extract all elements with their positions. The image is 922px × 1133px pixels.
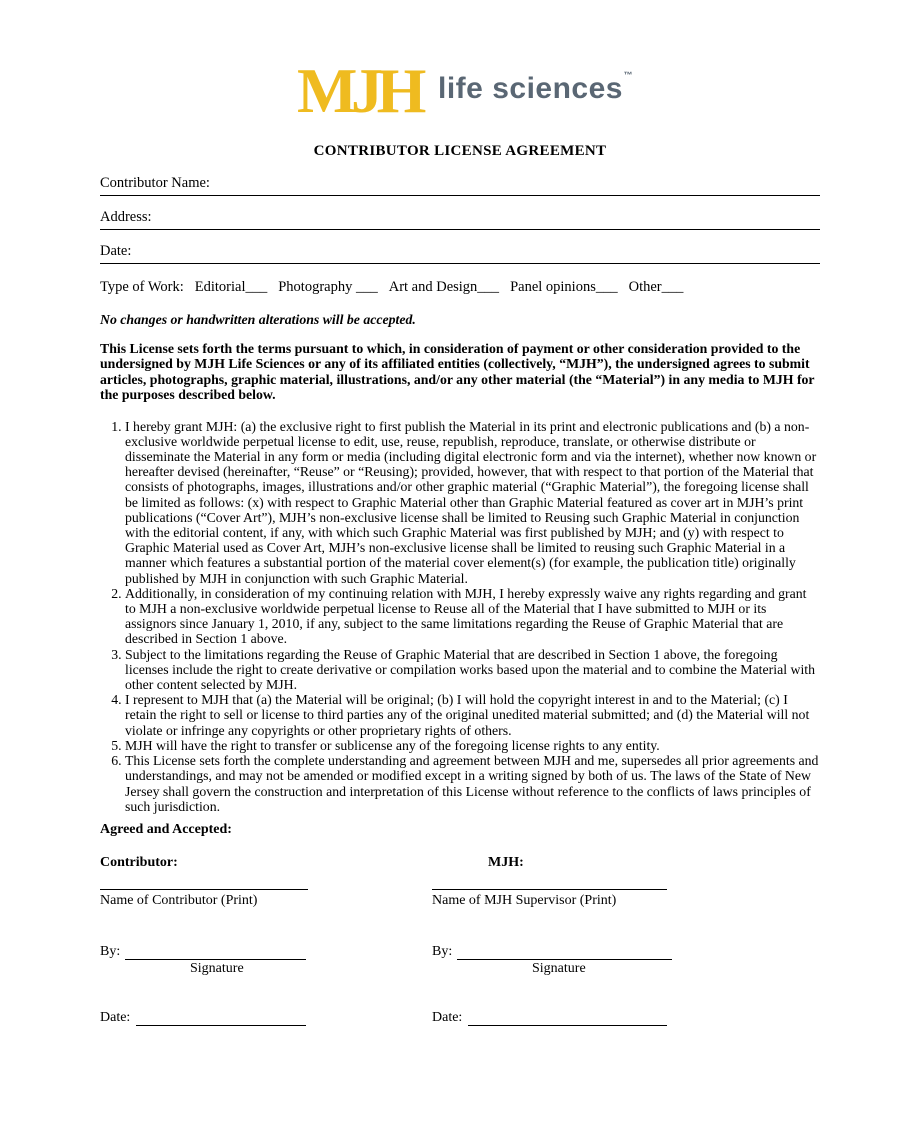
clause-2: 2. Additionally, in consideration of my continuing relation with MJH, I hereby expressly waive any rights regarding and grant to MJH a non-exclusive worldwide perpetual license to Reuse all of the Material that I have submitted to MJH or its assignors since January 1, 2010, if any, subject to the same limitations regarding the Reuse of Graphic Material that are described in Section 1 above. xyxy=(125,586,820,647)
agreed-and-accepted-label: Agreed and Accepted: xyxy=(100,821,232,837)
clause-6: 6. This License sets forth the complete understanding and agreement between MJH and me, supersedes all prior agreements and understandings, and may not be amended or modified except in a writing signed by both of us. The laws of the State of New Jersey shall govern the construction and interpretation of this License without reference to the conflicts of laws principles of such jurisdiction. xyxy=(125,753,820,814)
logo-wordmark-text: life sciences xyxy=(438,72,623,105)
supervisor-name-line xyxy=(432,889,667,909)
mjh-by-label: By: xyxy=(432,943,453,959)
clause-5: 5. MJH will have the right to transfer or sublicense any of the foregoing license rights to any entity. xyxy=(125,738,820,753)
trademark-symbol: ™ xyxy=(623,70,633,80)
mjh-date-label: Date: xyxy=(432,1009,463,1025)
contributor-date-label: Date: xyxy=(100,1009,131,1025)
type-of-work-row xyxy=(100,279,820,296)
address-label: Address: xyxy=(100,209,152,225)
contributor-name-field xyxy=(100,175,820,196)
type-of-work-label: Type of Work: xyxy=(100,279,184,295)
signature-line-row xyxy=(100,943,820,977)
clause-1: 1. I hereby grant MJH: (a) the exclusive right to first publish the Material in its print and electronic publications and (b) a non-exclusive worldwide perpetual license to edit, use, reuse, republish, reproduce, translate, or otherwise distribute or disseminate the Material in any form or media (including digital electronic form and via the internet), whether now known or hereafter devised (hereinafter, “Reuse” or “Reusing); provided, however, that with respect to that portion of the Material that consists of photographs, images, illustrations and/or other graphic material (“Graphic Material”), the foregoing license shall be limited as follows: (x) with respect to Graphic Material other than Graphic Material featured as cover art in MJH’s print publications (“Cover Art”), MJH’s non-exclusive license shall be limited to Reusing such Graphic Material in conjunction with the editorial content, if any, with which such Graphic Material was first published by MJH; and (y) with respect to Graphic Material used as Cover Art, MJH’s non-exclusive license shall be limited to reusing such Graphic Material in a manner which features a substantial portion of the material cover element(s) (for example, the publication title) originally published by MJH in conjunction with such Graphic Material. xyxy=(125,419,820,586)
no-changes-notice: No changes or handwritten alterations will be accepted. xyxy=(100,312,416,327)
name-of-contributor-label: Name of Contributor (Print) xyxy=(100,892,258,908)
mjh-signature-caption: Signature xyxy=(532,960,586,976)
mjh-heading: MJH: xyxy=(488,854,524,870)
clause-4: 4. I represent to MJH that (a) the Material will be original; (b) I will hold the copyright interest in and to the Material; (c) I retain the right to sell or license to third parties any of the original unedited material submitted; and (d) the Material will not violate or infringe any copyrights or other proprietary rights of others. xyxy=(125,692,820,738)
mjh-by-block xyxy=(432,943,820,977)
type-option-panel-opinions: Panel opinions___ xyxy=(510,279,618,295)
mjh-logo-letters: MJH xyxy=(297,55,421,126)
contributor-by-label: By: xyxy=(100,943,121,959)
contributor-date-block xyxy=(100,1009,432,1026)
type-option-editorial: Editorial___ xyxy=(194,279,268,295)
address-field xyxy=(100,209,820,230)
form-fields xyxy=(100,175,820,264)
logo-wordmark xyxy=(438,70,633,106)
contributor-by-block xyxy=(100,943,432,977)
mjh-date-line xyxy=(468,1010,667,1026)
mjh-signature-line xyxy=(457,944,672,960)
signature-date-row xyxy=(100,1009,820,1026)
date-field xyxy=(100,243,820,264)
name-of-supervisor-label: Name of MJH Supervisor (Print) xyxy=(432,892,617,908)
contributor-name-line xyxy=(100,889,308,909)
type-option-photography: Photography ___ xyxy=(278,279,378,295)
contributor-heading: Contributor: xyxy=(100,854,178,870)
signature-headings xyxy=(100,854,820,871)
type-option-art-and-design: Art and Design___ xyxy=(388,279,500,295)
clause-list xyxy=(100,419,820,814)
contributor-date-line xyxy=(136,1010,306,1026)
type-option-other: Other___ xyxy=(628,279,684,295)
printed-name-row xyxy=(100,889,820,909)
intro-paragraph: This License sets forth the terms pursuant to which, in consideration of payment or other consideration provided to the undersigned by MJH Life Sciences or any of its affiliated entities (collectively, “MJH”), the undersigned agrees to submit articles, photographs, graphic material, illustrations, and/or any other material (the “Material”) in any media to MJH for the purposes described below. xyxy=(100,341,815,403)
clause-3: 3. Subject to the limitations regarding the Reuse of Graphic Material that are described in Section 1 above, the foregoing licenses include the right to create derivative or compilation works based upon the material and to combine the Material with other content selected by MJH. xyxy=(125,647,820,693)
logo xyxy=(100,55,820,126)
contributor-signature-line xyxy=(125,944,306,960)
contributor-signature-caption: Signature xyxy=(190,960,244,976)
mjh-date-block xyxy=(432,1009,820,1026)
date-label: Date: xyxy=(100,243,132,259)
contributor-name-label: Contributor Name: xyxy=(100,175,210,191)
document-title: CONTRIBUTOR LICENSE AGREEMENT xyxy=(313,143,607,159)
